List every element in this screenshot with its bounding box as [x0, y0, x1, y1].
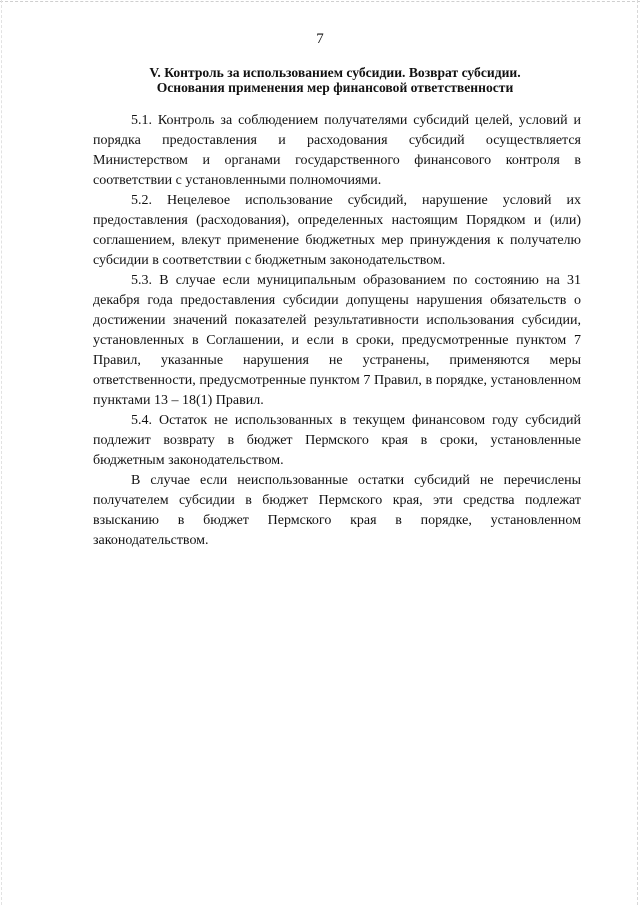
page-number: 7: [316, 31, 324, 47]
scan-edge-right: [637, 0, 638, 905]
paragraph-unspent-balance: В случае если неиспользованные остатки субсидий не перечислены получателем субсидии в бюджет Пермского края, эти средства подлежат взысканию в бюджет Пермского края в порядке, установленном законодательством.: [93, 473, 581, 548]
paragraph-5-1: 5.1. Контроль за соблюдением получателями субсидий целей, условий и порядка предоставления и расходования субсидий осуществляется Министерством и органами государственного финансового контроля в соответствии с установленными полномочиями.: [93, 113, 581, 188]
paragraph-5-2: 5.2. Нецелевое использование субсидий, нарушение условий их предоставления (расходования), определенных настоящим Порядком и (или) соглашением, влекут применение бюджетных мер принуждения к получателю субсидии в соответствии с бюджетным законодательством.: [93, 193, 581, 268]
section-body: [93, 111, 581, 551]
section-heading-line-2: Основания применения мер финансовой ответственности: [156, 80, 514, 95]
section-heading-line-1: V. Контроль за использованием субсидии. Возврат субсидии.: [149, 65, 521, 80]
paragraph-5-3: 5.3. В случае если муниципальным образованием по состоянию на 31 декабря года предоставления субсидии допущены нарушения обязательств о достижении значений показателей результативности использования субсидии, установленных в Соглашении, и если в сроки, предусмотренные пунктом 7 Правил, указанные нарушения не устранены, применяются меры ответственности, предусмотренные пунктом 7 Правил, в порядке, установленном пунктами 13 – 18(1) Правил.: [93, 273, 581, 408]
scan-edge-left: [1, 0, 2, 905]
paragraph-5-4: 5.4. Остаток не использованных в текущем финансовом году субсидий подлежит возврату в бюджет Пермского края в сроки, установленные бюджетным законодательством.: [93, 413, 581, 468]
scan-edge-top: [0, 1, 640, 2]
section-heading: [90, 65, 580, 95]
